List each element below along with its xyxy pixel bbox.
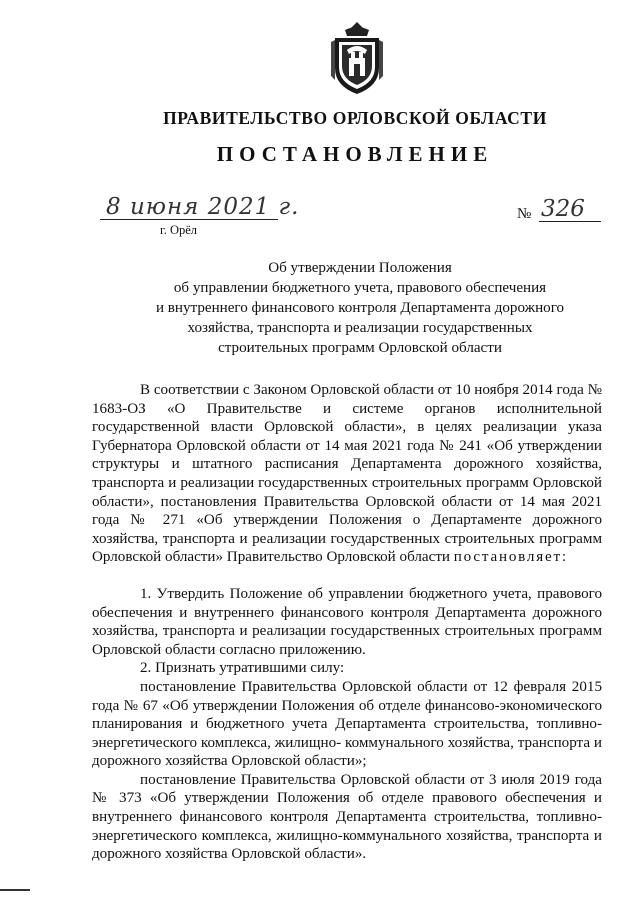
item-2-paragraph: 2. Признать утратившими силу: — [140, 660, 345, 677]
resolves-word: постановляет: — [453, 549, 568, 566]
preamble-paragraph — [92, 381, 602, 567]
city-label: г. Орёл — [160, 223, 198, 237]
margin-mark — [0, 889, 30, 891]
item-2a-paragraph: постановление Правительства Орловской области от 12 февраля 2015 года № 67 «Об утверждении Положения об отделе финансово-экономического планирования и бюджетного учета Департамента строительства, топливно-энергетического комплекса, жилищно- коммунального хозяйства, транспорта и дорожного хозяйства Орловской области»; — [92, 678, 602, 770]
subject-line: хозяйства, транспорта и реализации государственных — [187, 320, 533, 336]
document-type-title: ПОСТАНОВЛЕНИЕ — [216, 142, 494, 166]
subject-line: Об утверждении Положения — [268, 260, 452, 276]
government-title: ПРАВИТЕЛЬСТВО ОРЛОВСКОЙ ОБЛАСТИ — [163, 108, 547, 128]
document-body — [92, 381, 602, 864]
subject-line: строительных программ Орловской области — [218, 340, 502, 356]
number-underline — [539, 221, 601, 222]
document-subject — [110, 258, 610, 358]
item-1-paragraph: 1. Утвердить Положение об управлении бюджетного учета, правового обеспечения и внутреннего финансового контроля Департамента дорожного хозяйства, транспорта и реализации государственных строительных программ Орловской области согласно приложению. — [92, 585, 602, 658]
subject-line: и внутреннего финансового контроля Департамента дорожного — [155, 300, 565, 316]
number-label: № — [517, 206, 532, 222]
orel-region-coat-of-arms-icon — [327, 20, 387, 96]
item-2b-paragraph: постановление Правительства Орловской области от 3 июля 2019 года № 373 «Об утверждении Положения об отделе правового обеспечения и внутреннего финансового контроля Департамента строительства, топливно-энергетического комплекса, жилищно-коммунального хозяйства, транспорта и дорожного хозяйства Орловской области». — [92, 771, 602, 863]
preamble-text: В соответствии с Законом Орловской области от 10 ноября 2014 года № 1683-ОЗ «О Правительстве и системе органов исполнительной государственной власти Орловской области», в целях реализации указа Губернатора Орловской области от 14 мая 2021 года № 241 «Об утверждении структуры и штатного расписания Департамента дорожного хозяйства, транспорта и реализации государственных строительных программ Орловской области», постановления Правительства Орловской области от 14 мая 2021 года № 271 «Об утверждении Положения о Департаменте дорожного хозяйства, транспорта и реализации государственных строительных программ Орловской области» Правительство Орловской области — [92, 382, 602, 566]
handwritten-number: 326 — [541, 196, 585, 222]
subject-line: об управлении бюджетного учета, правового обеспечения — [173, 280, 547, 296]
handwritten-date: 8 июня 2021 г. — [106, 194, 300, 220]
date-underline — [100, 219, 278, 220]
